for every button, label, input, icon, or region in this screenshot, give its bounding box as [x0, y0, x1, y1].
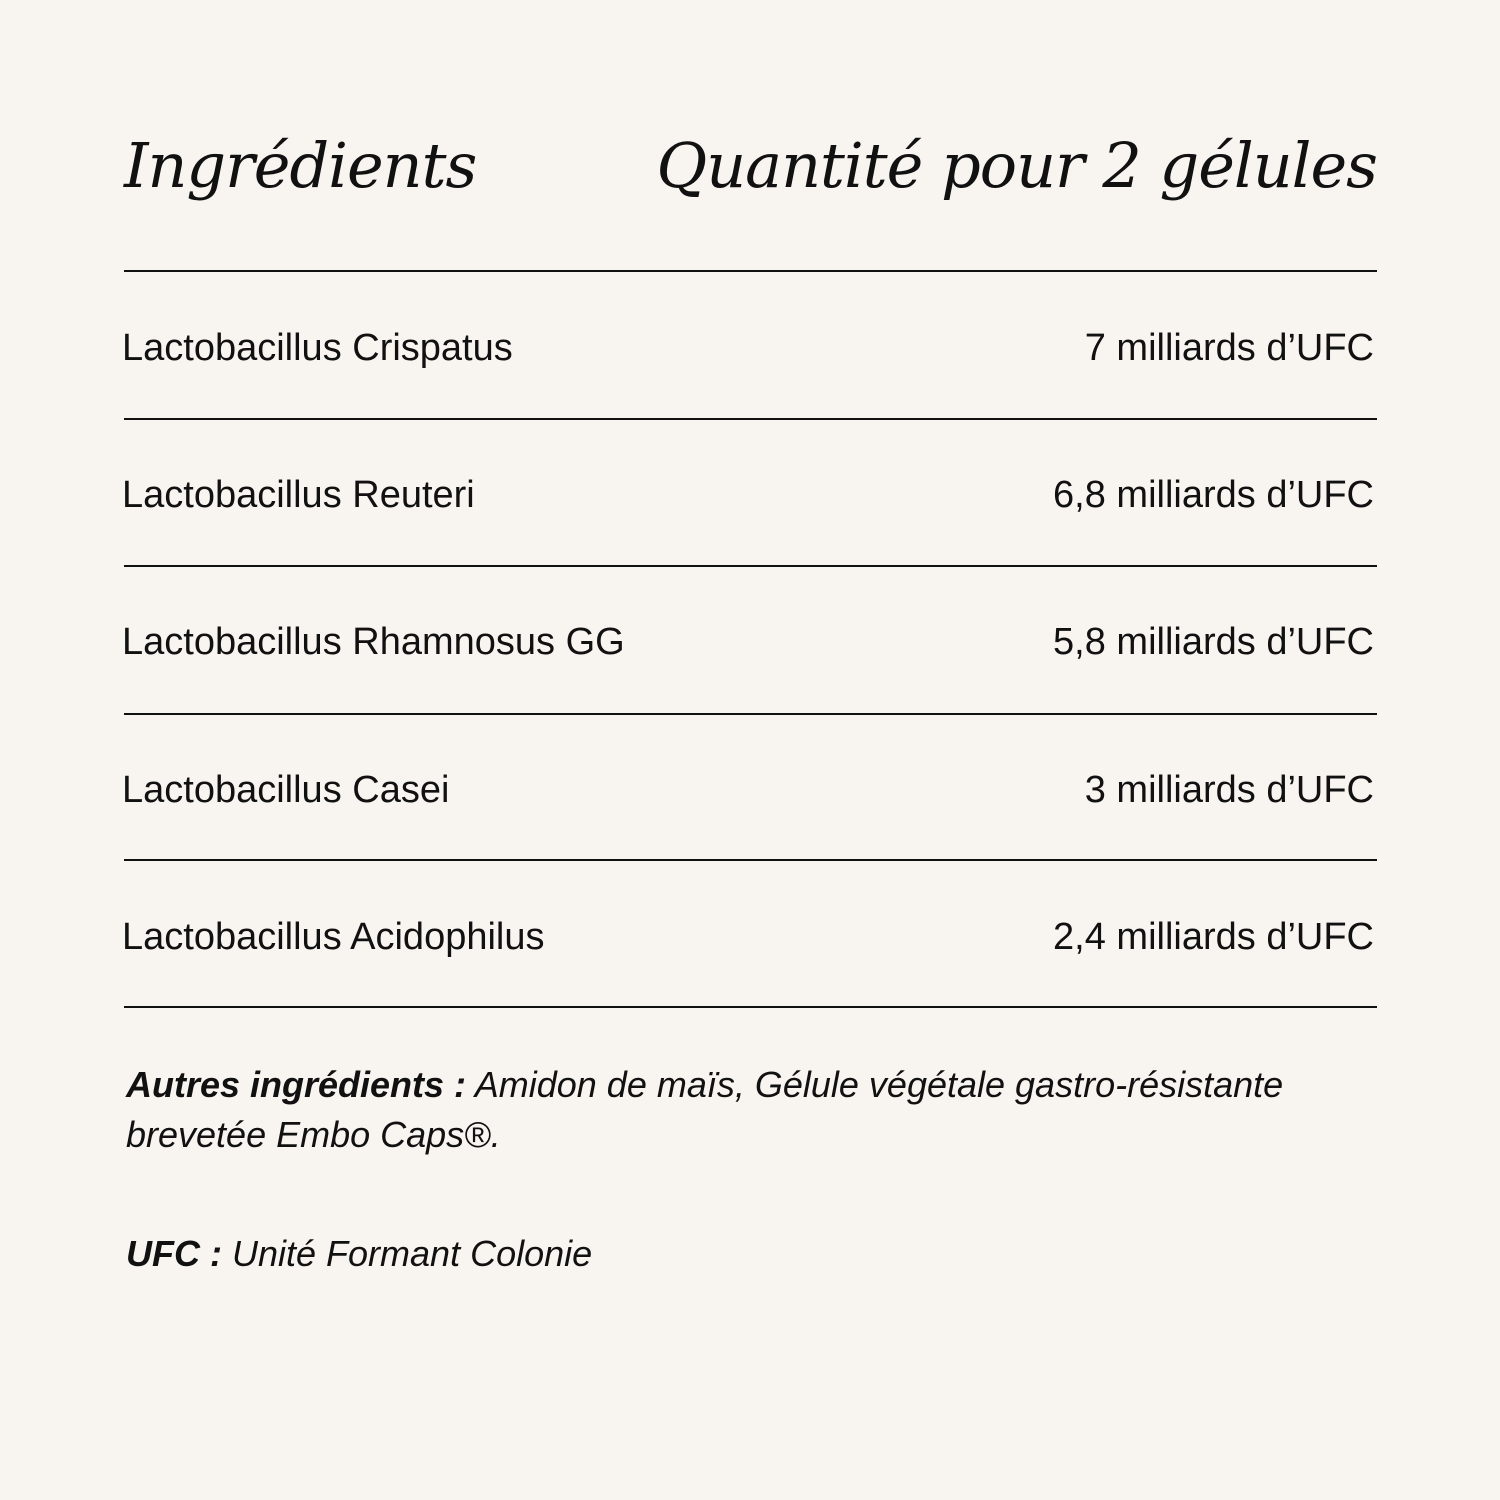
- table-header: [122, 118, 1377, 218]
- ufc-definition-note: [126, 1229, 1356, 1279]
- other-ingredients-label: Autres ingrédients :: [126, 1064, 467, 1105]
- ingredient-name: Lactobacillus Reuteri: [122, 474, 475, 516]
- row-divider: [124, 1006, 1377, 1008]
- header-divider: [124, 270, 1377, 272]
- row-divider: [124, 565, 1377, 567]
- ingredient-amount: 2,4 milliards d’UFC: [1053, 916, 1374, 958]
- row-divider: [124, 859, 1377, 861]
- ingredient-amount: 7 milliards d’UFC: [1084, 327, 1374, 369]
- ufc-definition-text: Unité Formant Colonie: [232, 1233, 593, 1274]
- ingredient-amount: 5,8 milliards d’UFC: [1053, 621, 1374, 663]
- quantity-column-heading: Quantité pour 2 gélules: [656, 129, 1377, 202]
- table-row: [122, 318, 1374, 378]
- ingredient-amount: 6,8 milliards d’UFC: [1053, 474, 1374, 516]
- table-row: [122, 465, 1374, 525]
- ingredients-sheet: [122, 0, 1377, 1500]
- other-ingredients-text: Amidon de maïs, Gélule végétale gastro-résistante brevetée Embo Caps®.: [126, 1064, 1284, 1155]
- ingredient-name: Lactobacillus Crispatus: [122, 327, 513, 369]
- table-row: [122, 612, 1374, 672]
- ingredient-amount: 3 milliards d’UFC: [1084, 769, 1374, 811]
- ingredient-name: Lactobacillus Acidophilus: [122, 916, 545, 958]
- ingredients-column-heading: Ingrédients: [124, 129, 477, 202]
- row-divider: [124, 418, 1377, 420]
- table-row: [122, 907, 1374, 967]
- ufc-label: UFC :: [126, 1233, 222, 1274]
- other-ingredients-note: [126, 1060, 1356, 1160]
- ingredient-name: Lactobacillus Rhamnosus GG: [122, 621, 625, 663]
- table-row: [122, 760, 1374, 820]
- row-divider: [124, 713, 1377, 715]
- ingredient-name: Lactobacillus Casei: [122, 769, 450, 811]
